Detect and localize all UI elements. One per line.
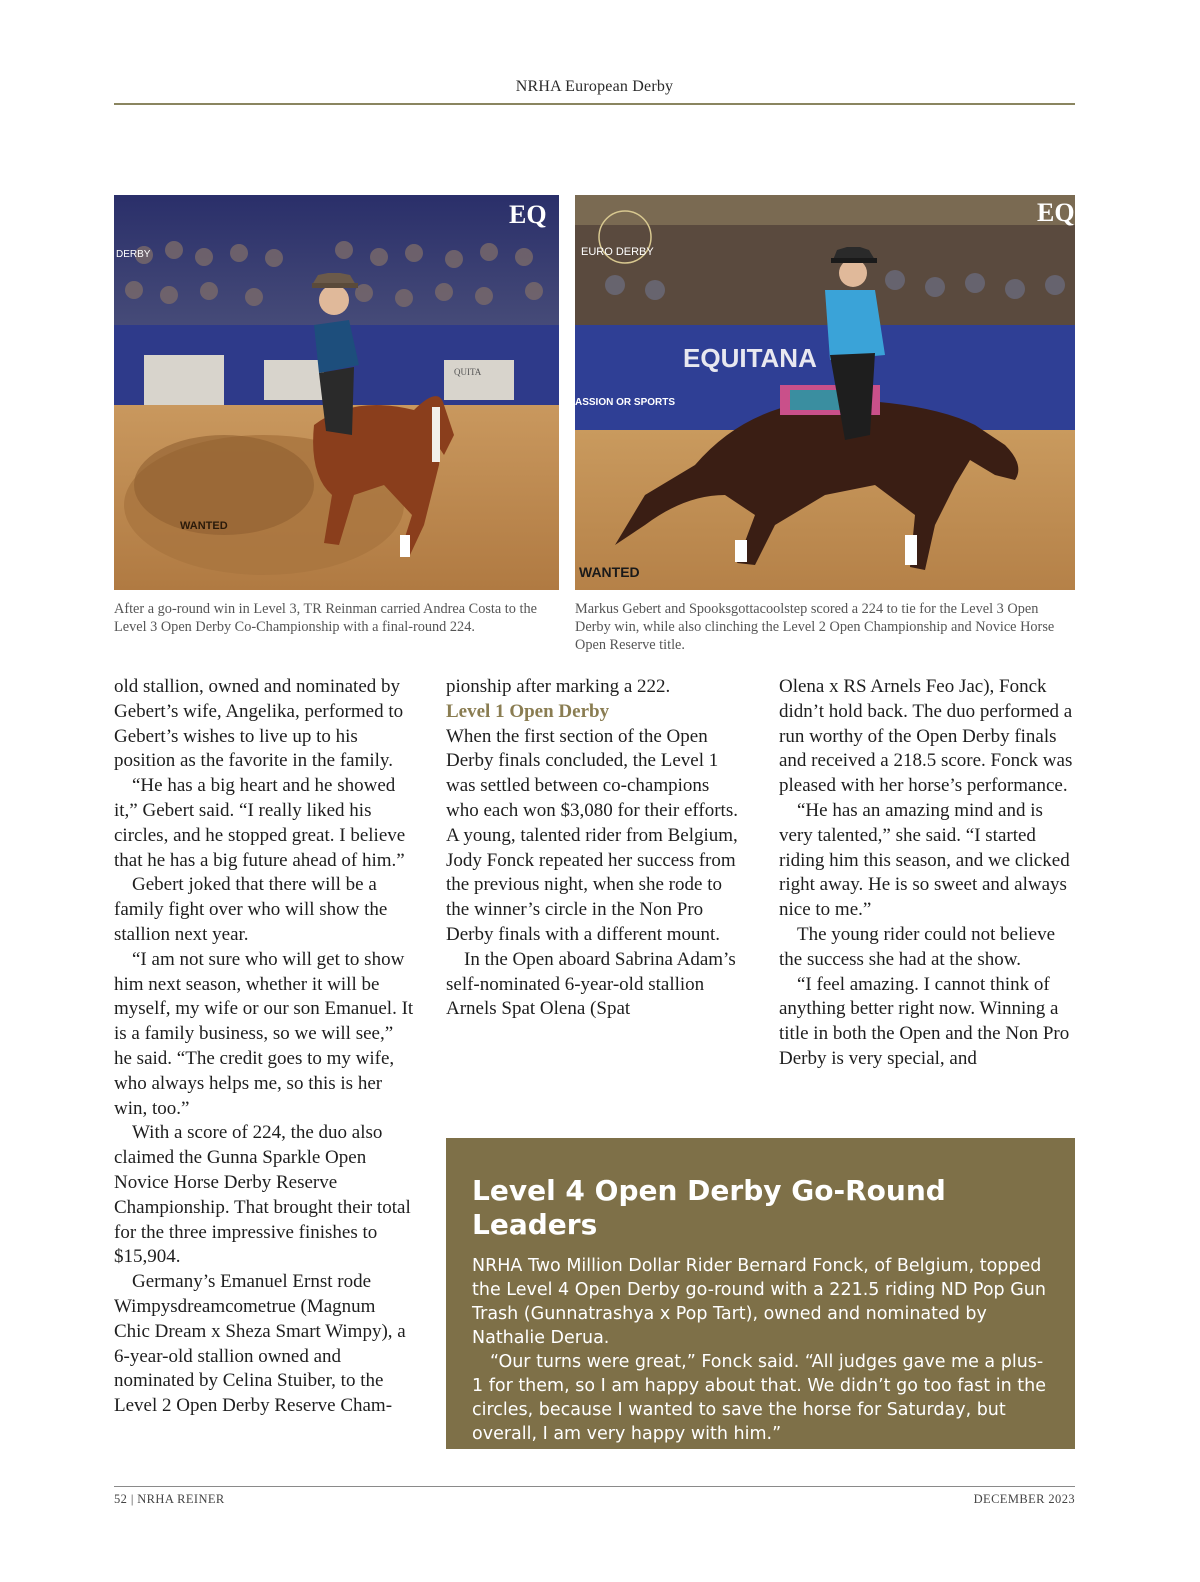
paragraph: When the first section of the Open Derby finals concluded, the Level 1 was settled between co-champions who each won $3,080 for their efforts. A young, talented rider from Belgium, Jody Fonck repeated her success from the previous night, when she rode to the winner’s circle in the Non Pro Derby finals with a different mount. (446, 725, 738, 945)
brand-mark-text: WANTED (579, 564, 640, 580)
paragraph: With a score of 224, the duo also claimed the Gunna Sparkle Open Novice Horse Derby Reserve Championship. That brought their total for the three impressive finishes to $15,904. (114, 1122, 411, 1268)
article-column-3 (779, 675, 1079, 1072)
header-divider (114, 103, 1075, 105)
paragraph: Germany’s Emanuel Ernst rode Wimpysdreamcometrue (Magnum Chic Dream x Sheza Smart Wimpy), a 6-year-old stallion owned and nominated by Celina Stuiber, to the Level 2 Open Derby Reserve Cham- (114, 1271, 406, 1417)
watermark-text: EQ (509, 200, 547, 229)
paragraph: In the Open aboard Sabrina Adam’s self-nominated 6-year-old stallion Arnels Spat Olena (Spat (446, 948, 736, 1020)
arena-side-text: ASSION OR SPORTS (575, 397, 676, 408)
watermark-text: EQ (1037, 198, 1075, 227)
footer-divider (114, 1486, 1075, 1487)
footer-issue-date: DECEMBER 2023 (973, 1492, 1075, 1506)
arena-banner-text: EQUITANA (683, 343, 817, 373)
paragraph: pionship after marking a 222. (446, 676, 671, 697)
sidebar-paragraph: “Our turns were great,” Fonck said. “All judges gave me a plus-1 for them, so I am happy about that. We didn’t go too fast in the circles, because I wanted to save the horse for Saturday, but overall, I am very happy with him.” (472, 1352, 1046, 1444)
paragraph: “I am not sure who will get to show him next season, whether it will be myself, my wife or our son Emanuel. It is a family business, so we will see,” he said. “The credit goes to my wife, who always helps me, so this is her win, too.” (114, 948, 414, 1119)
paragraph: “I feel amazing. I cannot think of anything better right now. Winning a title in both the Open and the Non Pro Derby is very special, and (779, 973, 1070, 1069)
paragraph: The young rider could not believe the success she had at the show. (779, 923, 1056, 970)
brand-mark-text: WANTED (180, 520, 228, 532)
paragraph: “He has an amazing mind and is very talented,” she said. “I started riding him this season, and we clicked right away. He is so sweet and always nice to me.” (779, 799, 1070, 921)
photo-reining-horse-sliding-stop (114, 195, 559, 590)
arena-banner-text: QUITA (454, 367, 482, 377)
sidebar-paragraph: NRHA Two Million Dollar Rider Bernard Fonck, of Belgium, topped the Level 4 Open Derby go-round with a 221.5 riding ND Pop Gun Trash (Gunnatrashya x Pop Tart), owned and nominated by Nathalie Derua. (472, 1256, 1046, 1348)
running-header: NRHA European Derby (515, 78, 674, 95)
paragraph: Olena x RS Arnels Feo Jac), Fonck didn’t hold back. The duo performed a run worthy of the Open Derby finals and received a 218.5 score. Fonck was pleased with her horse’s performance. (779, 676, 1073, 797)
paragraph: Gebert joked that there will be a family fight over who will show the stallion next year. (114, 874, 388, 945)
photo-reining-horse-spin (575, 195, 1075, 590)
paragraph: old stallion, owned and nominated by Gebert’s wife, Angelika, performed to Gebert’s wishes to live up to his position as the favorite in the family. (114, 676, 404, 772)
article-column-1 (114, 675, 414, 1419)
photo-caption-right: Markus Gebert and Spooksgottacoolstep scored a 224 to tie for the Level 3 Open Derby win, while also clinching the Level 2 Open Championship and Novice Horse Open Reserve title. (575, 601, 1055, 653)
article-column-2 (446, 675, 746, 1022)
euro-derby-logo-text: EURO DERBY (581, 246, 654, 258)
sidebar-title: Level 4 Open Derby Go-Round Leaders (472, 1174, 946, 1241)
derby-logo-text: DERBY (116, 249, 151, 260)
paragraph: “He has a big heart and he showed it,” Gebert said. “I really liked his circles, and he stopped great. I believe that he has a big future ahead of him.” (114, 775, 406, 871)
footer-folio: 52 | NRHA REINER (114, 1492, 225, 1506)
sidebar-box (446, 1138, 1075, 1449)
photo-caption-left: After a go-round win in Level 3, TR Reinman carried Andrea Costa to the Level 3 Open Derby Co-Championship with a final-round 224. (114, 601, 537, 635)
section-subheading: Level 1 Open Derby (446, 700, 610, 722)
